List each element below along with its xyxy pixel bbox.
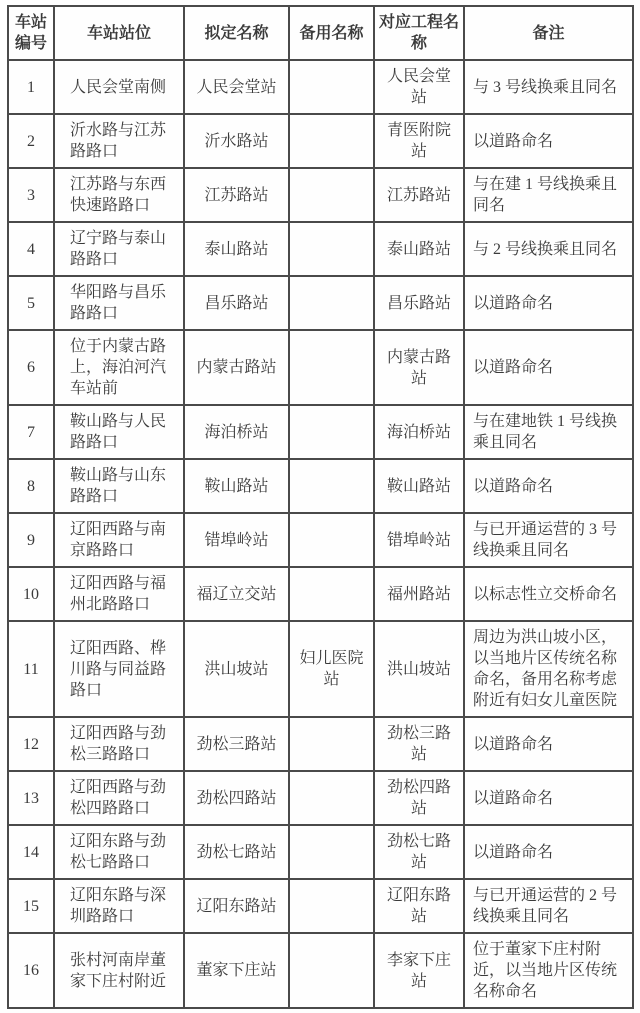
- project-name-cell: 昌乐路站: [374, 276, 464, 330]
- proposed-name-cell: 鞍山路站: [184, 459, 289, 513]
- table-row: [8, 567, 633, 621]
- project-name-cell: 福州路站: [374, 567, 464, 621]
- remarks-cell: 以道路命名: [464, 459, 633, 513]
- table-row: [8, 405, 633, 459]
- remarks-cell: 以道路命名: [464, 330, 633, 405]
- station-location-cell: 张村河南岸董家下庄村附近: [54, 933, 184, 1008]
- station-location-cell: 辽阳西路与福州北路路口: [54, 567, 184, 621]
- station-location-cell: 辽宁路与泰山路路口: [54, 222, 184, 276]
- backup-name-cell: [289, 114, 374, 168]
- backup-name-cell: [289, 717, 374, 771]
- table-row: [8, 330, 633, 405]
- col-station-location: 车站站位: [54, 6, 184, 60]
- table-row: [8, 513, 633, 567]
- station-number-cell: 16: [8, 933, 54, 1008]
- proposed-name-cell: 董家下庄站: [184, 933, 289, 1008]
- station-number-cell: 6: [8, 330, 54, 405]
- proposed-name-cell: 沂水路站: [184, 114, 289, 168]
- proposed-name-cell: 昌乐路站: [184, 276, 289, 330]
- proposed-name-cell: 劲松七路站: [184, 825, 289, 879]
- project-name-cell: 泰山路站: [374, 222, 464, 276]
- proposed-name-cell: 洪山坡站: [184, 621, 289, 717]
- backup-name-cell: [289, 459, 374, 513]
- station-location-cell: 位于内蒙古路上，海泊河汽车站前: [54, 330, 184, 405]
- station-location-cell: 鞍山路与人民路路口: [54, 405, 184, 459]
- proposed-name-cell: 泰山路站: [184, 222, 289, 276]
- station-number-cell: 14: [8, 825, 54, 879]
- station-number-cell: 1: [8, 60, 54, 114]
- station-number-cell: 10: [8, 567, 54, 621]
- remarks-cell: 以标志性立交桥命名: [464, 567, 633, 621]
- col-station-number: 车站编号: [8, 6, 54, 60]
- station-location-cell: 辽阳西路、桦川路与同益路路口: [54, 621, 184, 717]
- remarks-cell: 以道路命名: [464, 114, 633, 168]
- project-name-cell: 鞍山路站: [374, 459, 464, 513]
- station-number-cell: 3: [8, 168, 54, 222]
- project-name-cell: 青医附院站: [374, 114, 464, 168]
- proposed-name-cell: 人民会堂站: [184, 60, 289, 114]
- table-row: [8, 771, 633, 825]
- station-naming-table: [7, 5, 634, 1009]
- table-row: [8, 933, 633, 1008]
- remarks-cell: 与 3 号线换乘且同名: [464, 60, 633, 114]
- project-name-cell: 劲松七路站: [374, 825, 464, 879]
- col-remarks: 备注: [464, 6, 633, 60]
- backup-name-cell: [289, 60, 374, 114]
- project-name-cell: 洪山坡站: [374, 621, 464, 717]
- station-location-cell: 辽阳东路与深圳路路口: [54, 879, 184, 933]
- proposed-name-cell: 劲松四路站: [184, 771, 289, 825]
- table-row: [8, 825, 633, 879]
- station-location-cell: 华阳路与昌乐路路口: [54, 276, 184, 330]
- backup-name-cell: [289, 825, 374, 879]
- station-location-cell: 人民会堂南侧: [54, 60, 184, 114]
- station-location-cell: 辽阳西路与南京路路口: [54, 513, 184, 567]
- proposed-name-cell: 江苏路站: [184, 168, 289, 222]
- station-location-cell: 鞍山路与山东路路口: [54, 459, 184, 513]
- project-name-cell: 劲松三路站: [374, 717, 464, 771]
- station-number-cell: 2: [8, 114, 54, 168]
- station-number-cell: 15: [8, 879, 54, 933]
- remarks-cell: 与已开通运营的 2 号线换乘且同名: [464, 879, 633, 933]
- proposed-name-cell: 内蒙古路站: [184, 330, 289, 405]
- project-name-cell: 内蒙古路站: [374, 330, 464, 405]
- proposed-name-cell: 海泊桥站: [184, 405, 289, 459]
- project-name-cell: 江苏路站: [374, 168, 464, 222]
- remarks-cell: 以道路命名: [464, 717, 633, 771]
- table-row: [8, 276, 633, 330]
- station-number-cell: 12: [8, 717, 54, 771]
- project-name-cell: 错埠岭站: [374, 513, 464, 567]
- table-header: [8, 6, 633, 60]
- project-name-cell: 辽阳东路站: [374, 879, 464, 933]
- station-number-cell: 4: [8, 222, 54, 276]
- project-name-cell: 李家下庄站: [374, 933, 464, 1008]
- backup-name-cell: 妇儿医院站: [289, 621, 374, 717]
- station-number-cell: 5: [8, 276, 54, 330]
- remarks-cell: 与 2 号线换乘且同名: [464, 222, 633, 276]
- backup-name-cell: [289, 933, 374, 1008]
- table-row: [8, 114, 633, 168]
- table-row: [8, 60, 633, 114]
- backup-name-cell: [289, 771, 374, 825]
- remarks-cell: 与在建地铁 1 号线换乘且同名: [464, 405, 633, 459]
- station-number-cell: 9: [8, 513, 54, 567]
- station-number-cell: 7: [8, 405, 54, 459]
- proposed-name-cell: 劲松三路站: [184, 717, 289, 771]
- table-body: [8, 60, 633, 1008]
- table-row: [8, 459, 633, 513]
- remarks-cell: 周边为洪山坡小区，以当地片区传统名称命名，备用名称考虑附近有妇女儿童医院: [464, 621, 633, 717]
- project-name-cell: 海泊桥站: [374, 405, 464, 459]
- col-proposed-name: 拟定名称: [184, 6, 289, 60]
- station-location-cell: 江苏路与东西快速路路口: [54, 168, 184, 222]
- proposed-name-cell: 错埠岭站: [184, 513, 289, 567]
- table-row: [8, 621, 633, 717]
- station-location-cell: 辽阳西路与劲松四路路口: [54, 771, 184, 825]
- backup-name-cell: [289, 222, 374, 276]
- proposed-name-cell: 辽阳东路站: [184, 879, 289, 933]
- backup-name-cell: [289, 879, 374, 933]
- header-row: [8, 6, 633, 60]
- remarks-cell: 以道路命名: [464, 276, 633, 330]
- table-row: [8, 222, 633, 276]
- backup-name-cell: [289, 567, 374, 621]
- remarks-cell: 与已开通运营的 3 号线换乘且同名: [464, 513, 633, 567]
- remarks-cell: 以道路命名: [464, 771, 633, 825]
- station-location-cell: 沂水路与江苏路路口: [54, 114, 184, 168]
- project-name-cell: 人民会堂站: [374, 60, 464, 114]
- backup-name-cell: [289, 168, 374, 222]
- table-row: [8, 717, 633, 771]
- remarks-cell: 位于董家下庄村附近，以当地片区传统名称命名: [464, 933, 633, 1008]
- station-number-cell: 8: [8, 459, 54, 513]
- remarks-cell: 与在建 1 号线换乘且同名: [464, 168, 633, 222]
- station-location-cell: 辽阳西路与劲松三路路口: [54, 717, 184, 771]
- station-location-cell: 辽阳东路与劲松七路路口: [54, 825, 184, 879]
- col-backup-name: 备用名称: [289, 6, 374, 60]
- proposed-name-cell: 福辽立交站: [184, 567, 289, 621]
- backup-name-cell: [289, 330, 374, 405]
- station-number-cell: 13: [8, 771, 54, 825]
- table-row: [8, 168, 633, 222]
- col-project-name: 对应工程名称: [374, 6, 464, 60]
- backup-name-cell: [289, 276, 374, 330]
- station-number-cell: 11: [8, 621, 54, 717]
- project-name-cell: 劲松四路站: [374, 771, 464, 825]
- backup-name-cell: [289, 513, 374, 567]
- table-row: [8, 879, 633, 933]
- remarks-cell: 以道路命名: [464, 825, 633, 879]
- backup-name-cell: [289, 405, 374, 459]
